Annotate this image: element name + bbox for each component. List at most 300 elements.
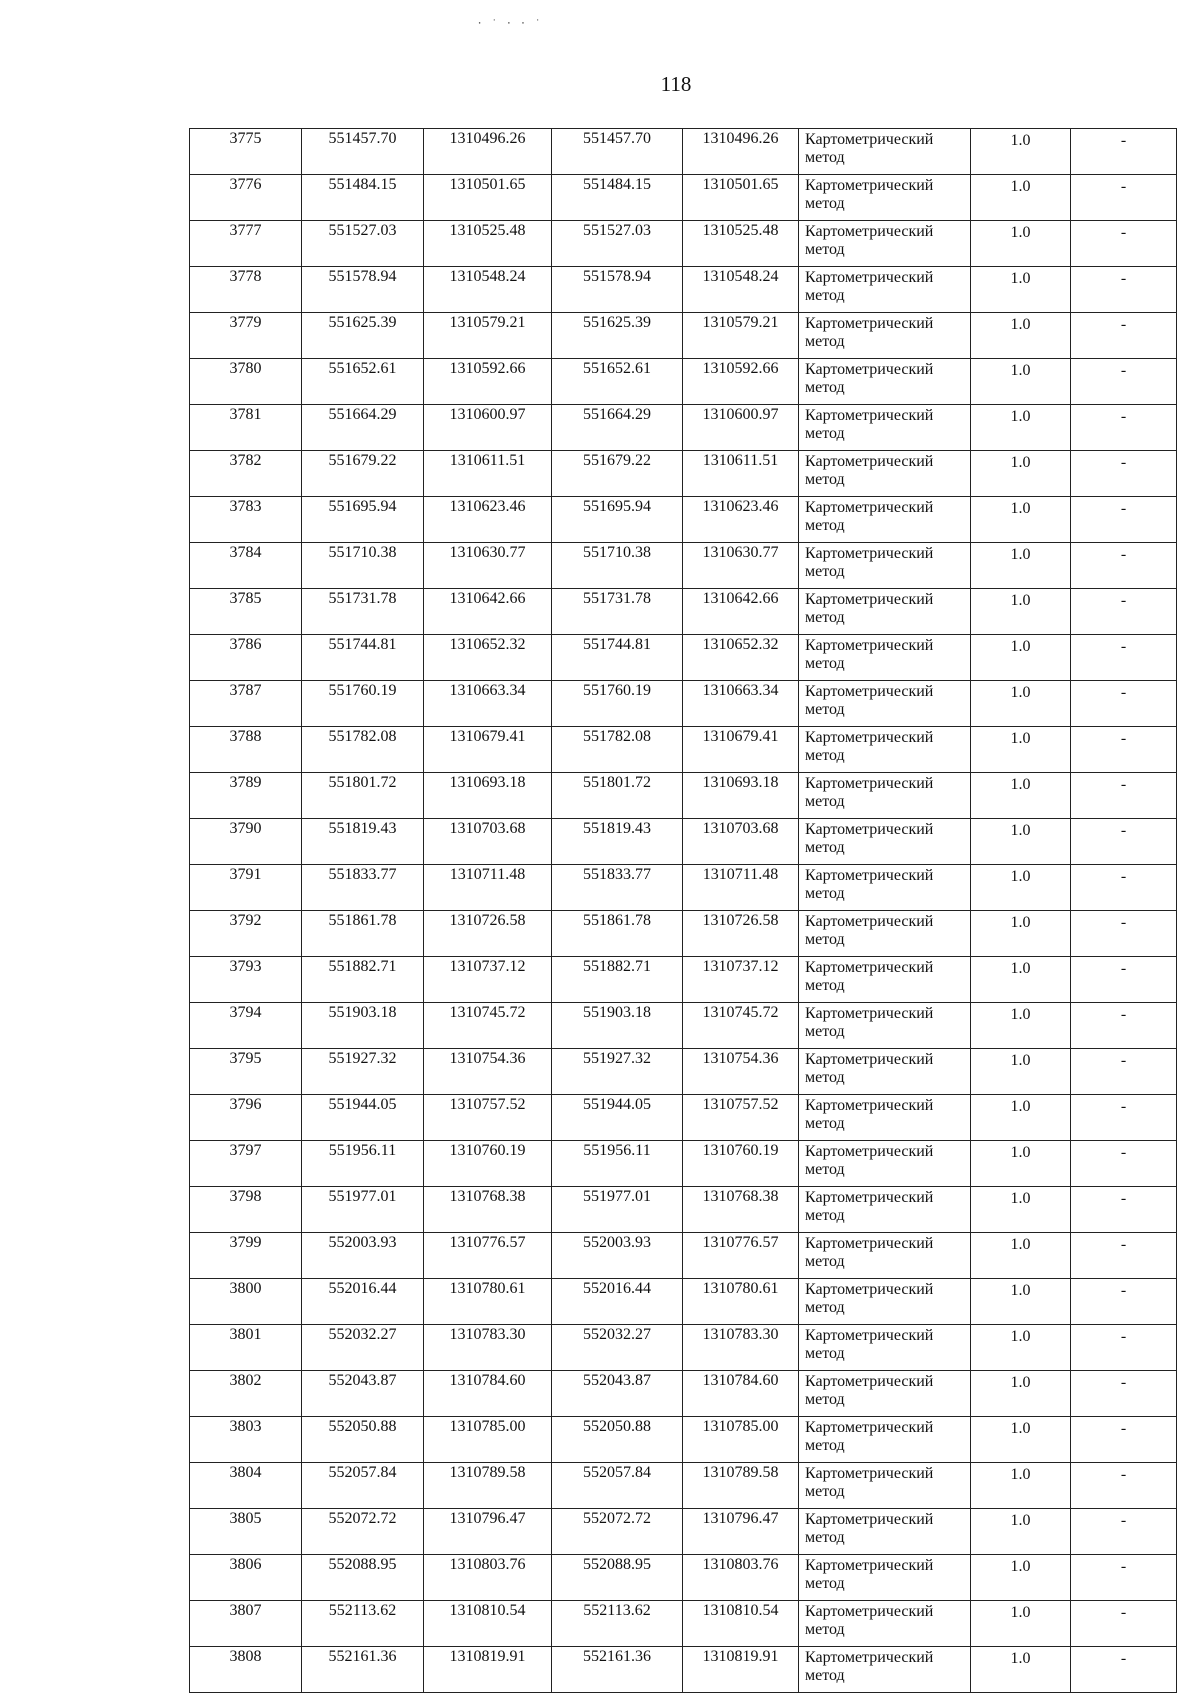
y-refined-cell: 1310803.76 [683, 1555, 799, 1601]
method-line-2: метод [805, 747, 845, 764]
y-refined-cell: 1310754.36 [683, 1049, 799, 1095]
method-line-2: метод [805, 931, 845, 948]
method-cell [799, 1279, 971, 1325]
x-existing-cell: 552032.27 [302, 1325, 424, 1371]
method-cell [799, 957, 971, 1003]
method-line-1: Картометрический [805, 867, 934, 884]
method-line-1: Картометрический [805, 729, 934, 746]
table-row [190, 589, 1177, 635]
y-refined-cell: 1310757.52 [683, 1095, 799, 1141]
point-id-cell: 3776 [190, 175, 302, 221]
x-existing-cell: 551819.43 [302, 819, 424, 865]
y-existing-cell: 1310760.19 [424, 1141, 552, 1187]
y-refined-cell: 1310663.34 [683, 681, 799, 727]
x-existing-cell: 551664.29 [302, 405, 424, 451]
x-existing-cell: 552088.95 [302, 1555, 424, 1601]
method-line-1: Картометрический [805, 1465, 934, 1482]
method-cell [799, 359, 971, 405]
y-existing-cell: 1310745.72 [424, 1003, 552, 1049]
x-refined-cell: 552043.87 [552, 1371, 683, 1417]
point-id-cell: 3781 [190, 405, 302, 451]
y-refined-cell: 1310611.51 [683, 451, 799, 497]
method-cell [799, 865, 971, 911]
y-refined-cell: 1310783.30 [683, 1325, 799, 1371]
note-cell: - [1071, 221, 1177, 267]
method-line-2: метод [805, 793, 845, 810]
method-line-1: Картометрический [805, 1373, 934, 1390]
table-row [190, 1417, 1177, 1463]
x-refined-cell: 552113.62 [552, 1601, 683, 1647]
note-cell: - [1071, 1095, 1177, 1141]
point-id-cell: 3793 [190, 957, 302, 1003]
method-line-1: Картометрический [805, 1649, 934, 1666]
accuracy-cell: 1.0 [971, 727, 1071, 773]
y-refined-cell: 1310579.21 [683, 313, 799, 359]
y-refined-cell: 1310652.32 [683, 635, 799, 681]
accuracy-cell: 1.0 [971, 1325, 1071, 1371]
y-existing-cell: 1310810.54 [424, 1601, 552, 1647]
y-existing-cell: 1310784.60 [424, 1371, 552, 1417]
table-row [190, 1555, 1177, 1601]
x-refined-cell: 551578.94 [552, 267, 683, 313]
y-existing-cell: 1310789.58 [424, 1463, 552, 1509]
method-cell [799, 1141, 971, 1187]
method-line-2: метод [805, 1253, 845, 1270]
method-line-2: метод [805, 1299, 845, 1316]
y-refined-cell: 1310703.68 [683, 819, 799, 865]
method-line-2: метод [805, 1391, 845, 1408]
point-id-cell: 3794 [190, 1003, 302, 1049]
x-refined-cell: 552032.27 [552, 1325, 683, 1371]
point-id-cell: 3784 [190, 543, 302, 589]
method-line-2: метод [805, 1115, 845, 1132]
y-refined-cell: 1310776.57 [683, 1233, 799, 1279]
method-cell [799, 589, 971, 635]
y-existing-cell: 1310819.91 [424, 1647, 552, 1693]
y-refined-cell: 1310810.54 [683, 1601, 799, 1647]
method-line-1: Картометрический [805, 361, 934, 378]
point-id-cell: 3803 [190, 1417, 302, 1463]
x-refined-cell: 551903.18 [552, 1003, 683, 1049]
method-line-2: метод [805, 1161, 845, 1178]
x-existing-cell: 551944.05 [302, 1095, 424, 1141]
y-refined-cell: 1310745.72 [683, 1003, 799, 1049]
accuracy-cell: 1.0 [971, 1463, 1071, 1509]
y-refined-cell: 1310642.66 [683, 589, 799, 635]
x-existing-cell: 551731.78 [302, 589, 424, 635]
accuracy-cell: 1.0 [971, 497, 1071, 543]
table-row [190, 957, 1177, 1003]
point-id-cell: 3805 [190, 1509, 302, 1555]
x-existing-cell: 552072.72 [302, 1509, 424, 1555]
accuracy-cell: 1.0 [971, 1371, 1071, 1417]
method-line-2: метод [805, 1069, 845, 1086]
note-cell: - [1071, 1647, 1177, 1693]
accuracy-cell: 1.0 [971, 175, 1071, 221]
y-existing-cell: 1310711.48 [424, 865, 552, 911]
method-line-2: метод [805, 333, 845, 350]
note-cell: - [1071, 1187, 1177, 1233]
method-line-1: Картометрический [805, 775, 934, 792]
x-refined-cell: 551882.71 [552, 957, 683, 1003]
point-id-cell: 3779 [190, 313, 302, 359]
x-existing-cell: 552113.62 [302, 1601, 424, 1647]
table-row [190, 451, 1177, 497]
method-line-1: Картометрический [805, 499, 934, 516]
x-existing-cell: 551956.11 [302, 1141, 424, 1187]
point-id-cell: 3785 [190, 589, 302, 635]
x-existing-cell: 551695.94 [302, 497, 424, 543]
accuracy-cell: 1.0 [971, 1509, 1071, 1555]
note-cell: - [1071, 1417, 1177, 1463]
note-cell: - [1071, 1003, 1177, 1049]
y-existing-cell: 1310579.21 [424, 313, 552, 359]
note-cell: - [1071, 681, 1177, 727]
y-existing-cell: 1310776.57 [424, 1233, 552, 1279]
method-line-2: метод [805, 471, 845, 488]
y-existing-cell: 1310600.97 [424, 405, 552, 451]
note-cell: - [1071, 1233, 1177, 1279]
table-row [190, 773, 1177, 819]
accuracy-cell: 1.0 [971, 1647, 1071, 1693]
note-cell: - [1071, 359, 1177, 405]
point-id-cell: 3804 [190, 1463, 302, 1509]
y-refined-cell: 1310785.00 [683, 1417, 799, 1463]
point-id-cell: 3802 [190, 1371, 302, 1417]
x-existing-cell: 552050.88 [302, 1417, 424, 1463]
table-row [190, 1003, 1177, 1049]
y-existing-cell: 1310780.61 [424, 1279, 552, 1325]
table-row [190, 819, 1177, 865]
point-id-cell: 3800 [190, 1279, 302, 1325]
method-line-2: метод [805, 425, 845, 442]
method-cell [799, 267, 971, 313]
table-row [190, 405, 1177, 451]
method-line-1: Картометрический [805, 177, 934, 194]
note-cell: - [1071, 635, 1177, 681]
method-cell [799, 1371, 971, 1417]
accuracy-cell: 1.0 [971, 405, 1071, 451]
note-cell: - [1071, 819, 1177, 865]
note-cell: - [1071, 543, 1177, 589]
method-line-2: метод [805, 149, 845, 166]
accuracy-cell: 1.0 [971, 957, 1071, 1003]
accuracy-cell: 1.0 [971, 129, 1071, 175]
x-refined-cell: 551457.70 [552, 129, 683, 175]
note-cell: - [1071, 129, 1177, 175]
x-refined-cell: 551664.29 [552, 405, 683, 451]
y-refined-cell: 1310780.61 [683, 1279, 799, 1325]
accuracy-cell: 1.0 [971, 1141, 1071, 1187]
y-existing-cell: 1310703.68 [424, 819, 552, 865]
note-cell: - [1071, 1463, 1177, 1509]
note-cell: - [1071, 1141, 1177, 1187]
page-number: 118 [660, 72, 692, 96]
method-cell [799, 1463, 971, 1509]
method-cell [799, 911, 971, 957]
method-line-1: Картометрический [805, 1603, 934, 1620]
method-cell [799, 1325, 971, 1371]
point-id-cell: 3808 [190, 1647, 302, 1693]
x-refined-cell: 551833.77 [552, 865, 683, 911]
point-id-cell: 3795 [190, 1049, 302, 1095]
coordinates-table [189, 128, 1177, 1693]
x-existing-cell: 551652.61 [302, 359, 424, 405]
x-refined-cell: 551782.08 [552, 727, 683, 773]
table-row [190, 911, 1177, 957]
y-existing-cell: 1310726.58 [424, 911, 552, 957]
x-refined-cell: 551744.81 [552, 635, 683, 681]
method-line-1: Картометрический [805, 591, 934, 608]
x-existing-cell: 551710.38 [302, 543, 424, 589]
x-refined-cell: 551801.72 [552, 773, 683, 819]
y-refined-cell: 1310679.41 [683, 727, 799, 773]
x-existing-cell: 551457.70 [302, 129, 424, 175]
method-cell [799, 175, 971, 221]
y-refined-cell: 1310789.58 [683, 1463, 799, 1509]
method-line-1: Картометрический [805, 1419, 934, 1436]
x-refined-cell: 551710.38 [552, 543, 683, 589]
y-existing-cell: 1310623.46 [424, 497, 552, 543]
method-cell [799, 1601, 971, 1647]
table-row [190, 1095, 1177, 1141]
table-row [190, 865, 1177, 911]
method-line-2: метод [805, 609, 845, 626]
note-cell: - [1071, 865, 1177, 911]
method-line-1: Картометрический [805, 1143, 934, 1160]
note-cell: - [1071, 1325, 1177, 1371]
accuracy-cell: 1.0 [971, 359, 1071, 405]
point-id-cell: 3791 [190, 865, 302, 911]
x-existing-cell: 551833.77 [302, 865, 424, 911]
y-refined-cell: 1310784.60 [683, 1371, 799, 1417]
method-line-2: метод [805, 1575, 845, 1592]
accuracy-cell: 1.0 [971, 221, 1071, 267]
x-existing-cell: 551625.39 [302, 313, 424, 359]
x-existing-cell: 552003.93 [302, 1233, 424, 1279]
y-refined-cell: 1310525.48 [683, 221, 799, 267]
x-existing-cell: 551527.03 [302, 221, 424, 267]
point-id-cell: 3778 [190, 267, 302, 313]
note-cell: - [1071, 727, 1177, 773]
table-row [190, 1279, 1177, 1325]
method-line-1: Картометрический [805, 821, 934, 838]
accuracy-cell: 1.0 [971, 1187, 1071, 1233]
point-id-cell: 3777 [190, 221, 302, 267]
y-refined-cell: 1310737.12 [683, 957, 799, 1003]
x-refined-cell: 551484.15 [552, 175, 683, 221]
x-refined-cell: 552161.36 [552, 1647, 683, 1693]
accuracy-cell: 1.0 [971, 1279, 1071, 1325]
table-row [190, 497, 1177, 543]
method-cell [799, 405, 971, 451]
method-line-1: Картометрический [805, 315, 934, 332]
x-refined-cell: 551861.78 [552, 911, 683, 957]
method-line-1: Картометрический [805, 545, 934, 562]
accuracy-cell: 1.0 [971, 1555, 1071, 1601]
note-cell: - [1071, 1601, 1177, 1647]
note-cell: - [1071, 911, 1177, 957]
method-line-2: метод [805, 1345, 845, 1362]
table-row [190, 1371, 1177, 1417]
method-line-2: метод [805, 655, 845, 672]
y-existing-cell: 1310592.66 [424, 359, 552, 405]
table-row [190, 129, 1177, 175]
table-row [190, 1463, 1177, 1509]
method-line-2: метод [805, 701, 845, 718]
x-refined-cell: 552050.88 [552, 1417, 683, 1463]
x-refined-cell: 551679.22 [552, 451, 683, 497]
x-existing-cell: 551744.81 [302, 635, 424, 681]
x-existing-cell: 551782.08 [302, 727, 424, 773]
table-row [190, 1049, 1177, 1095]
method-line-2: метод [805, 379, 845, 396]
table-row [190, 1233, 1177, 1279]
table-row [190, 1509, 1177, 1555]
method-line-2: метод [805, 839, 845, 856]
x-existing-cell: 551927.32 [302, 1049, 424, 1095]
point-id-cell: 3807 [190, 1601, 302, 1647]
point-id-cell: 3792 [190, 911, 302, 957]
note-cell: - [1071, 1555, 1177, 1601]
method-line-1: Картометрический [805, 1005, 934, 1022]
x-existing-cell: 551977.01 [302, 1187, 424, 1233]
y-existing-cell: 1310642.66 [424, 589, 552, 635]
table-row [190, 1647, 1177, 1693]
method-line-2: метод [805, 1529, 845, 1546]
method-line-1: Картометрический [805, 683, 934, 700]
note-cell: - [1071, 1279, 1177, 1325]
method-line-1: Картометрический [805, 1097, 934, 1114]
accuracy-cell: 1.0 [971, 865, 1071, 911]
y-existing-cell: 1310803.76 [424, 1555, 552, 1601]
x-refined-cell: 551819.43 [552, 819, 683, 865]
y-existing-cell: 1310757.52 [424, 1095, 552, 1141]
method-line-1: Картометрический [805, 453, 934, 470]
y-existing-cell: 1310496.26 [424, 129, 552, 175]
method-line-1: Картометрический [805, 131, 934, 148]
x-refined-cell: 552003.93 [552, 1233, 683, 1279]
y-existing-cell: 1310652.32 [424, 635, 552, 681]
accuracy-cell: 1.0 [971, 635, 1071, 681]
point-id-cell: 3780 [190, 359, 302, 405]
table-row [190, 359, 1177, 405]
method-line-1: Картометрический [805, 1235, 934, 1252]
x-refined-cell: 552088.95 [552, 1555, 683, 1601]
note-cell: - [1071, 1371, 1177, 1417]
table-row [190, 543, 1177, 589]
accuracy-cell: 1.0 [971, 1233, 1071, 1279]
x-refined-cell: 551652.61 [552, 359, 683, 405]
y-existing-cell: 1310768.38 [424, 1187, 552, 1233]
point-id-cell: 3806 [190, 1555, 302, 1601]
accuracy-cell: 1.0 [971, 1003, 1071, 1049]
note-cell: - [1071, 175, 1177, 221]
point-id-cell: 3790 [190, 819, 302, 865]
point-id-cell: 3796 [190, 1095, 302, 1141]
y-existing-cell: 1310630.77 [424, 543, 552, 589]
point-id-cell: 3788 [190, 727, 302, 773]
accuracy-cell: 1.0 [971, 543, 1071, 589]
x-existing-cell: 552161.36 [302, 1647, 424, 1693]
y-refined-cell: 1310496.26 [683, 129, 799, 175]
table-row [190, 1325, 1177, 1371]
y-refined-cell: 1310693.18 [683, 773, 799, 819]
y-existing-cell: 1310783.30 [424, 1325, 552, 1371]
method-cell [799, 681, 971, 727]
table-row [190, 313, 1177, 359]
method-cell [799, 1233, 971, 1279]
y-refined-cell: 1310711.48 [683, 865, 799, 911]
x-refined-cell: 551944.05 [552, 1095, 683, 1141]
scan-noise-marks: ⸱ ˙ ⸱ ⸱ ˙ [478, 16, 544, 30]
accuracy-cell: 1.0 [971, 267, 1071, 313]
x-refined-cell: 552057.84 [552, 1463, 683, 1509]
y-refined-cell: 1310501.65 [683, 175, 799, 221]
table-row [190, 1141, 1177, 1187]
point-id-cell: 3797 [190, 1141, 302, 1187]
method-line-1: Картометрический [805, 1281, 934, 1298]
x-existing-cell: 551484.15 [302, 175, 424, 221]
x-refined-cell: 551625.39 [552, 313, 683, 359]
y-refined-cell: 1310630.77 [683, 543, 799, 589]
y-existing-cell: 1310501.65 [424, 175, 552, 221]
point-id-cell: 3789 [190, 773, 302, 819]
accuracy-cell: 1.0 [971, 313, 1071, 359]
note-cell: - [1071, 1049, 1177, 1095]
accuracy-cell: 1.0 [971, 819, 1071, 865]
method-line-1: Картометрический [805, 407, 934, 424]
x-refined-cell: 551760.19 [552, 681, 683, 727]
x-refined-cell: 551956.11 [552, 1141, 683, 1187]
method-line-2: метод [805, 885, 845, 902]
method-cell [799, 773, 971, 819]
accuracy-cell: 1.0 [971, 773, 1071, 819]
accuracy-cell: 1.0 [971, 1095, 1071, 1141]
y-existing-cell: 1310663.34 [424, 681, 552, 727]
method-line-2: метод [805, 1667, 845, 1684]
y-refined-cell: 1310600.97 [683, 405, 799, 451]
table-row [190, 267, 1177, 313]
y-refined-cell: 1310592.66 [683, 359, 799, 405]
method-cell [799, 1187, 971, 1233]
accuracy-cell: 1.0 [971, 1049, 1071, 1095]
accuracy-cell: 1.0 [971, 589, 1071, 635]
method-line-2: метод [805, 1437, 845, 1454]
y-existing-cell: 1310796.47 [424, 1509, 552, 1555]
method-line-1: Картометрический [805, 1051, 934, 1068]
point-id-cell: 3798 [190, 1187, 302, 1233]
table-row [190, 635, 1177, 681]
method-line-2: метод [805, 1483, 845, 1500]
method-cell [799, 221, 971, 267]
point-id-cell: 3782 [190, 451, 302, 497]
x-refined-cell: 551731.78 [552, 589, 683, 635]
x-existing-cell: 551760.19 [302, 681, 424, 727]
accuracy-cell: 1.0 [971, 911, 1071, 957]
method-cell [799, 451, 971, 497]
x-existing-cell: 552057.84 [302, 1463, 424, 1509]
method-line-1: Картометрический [805, 1557, 934, 1574]
x-existing-cell: 552043.87 [302, 1371, 424, 1417]
method-cell [799, 1003, 971, 1049]
x-refined-cell: 551927.32 [552, 1049, 683, 1095]
method-line-1: Картометрический [805, 913, 934, 930]
accuracy-cell: 1.0 [971, 1417, 1071, 1463]
table-row [190, 221, 1177, 267]
y-refined-cell: 1310768.38 [683, 1187, 799, 1233]
y-existing-cell: 1310611.51 [424, 451, 552, 497]
